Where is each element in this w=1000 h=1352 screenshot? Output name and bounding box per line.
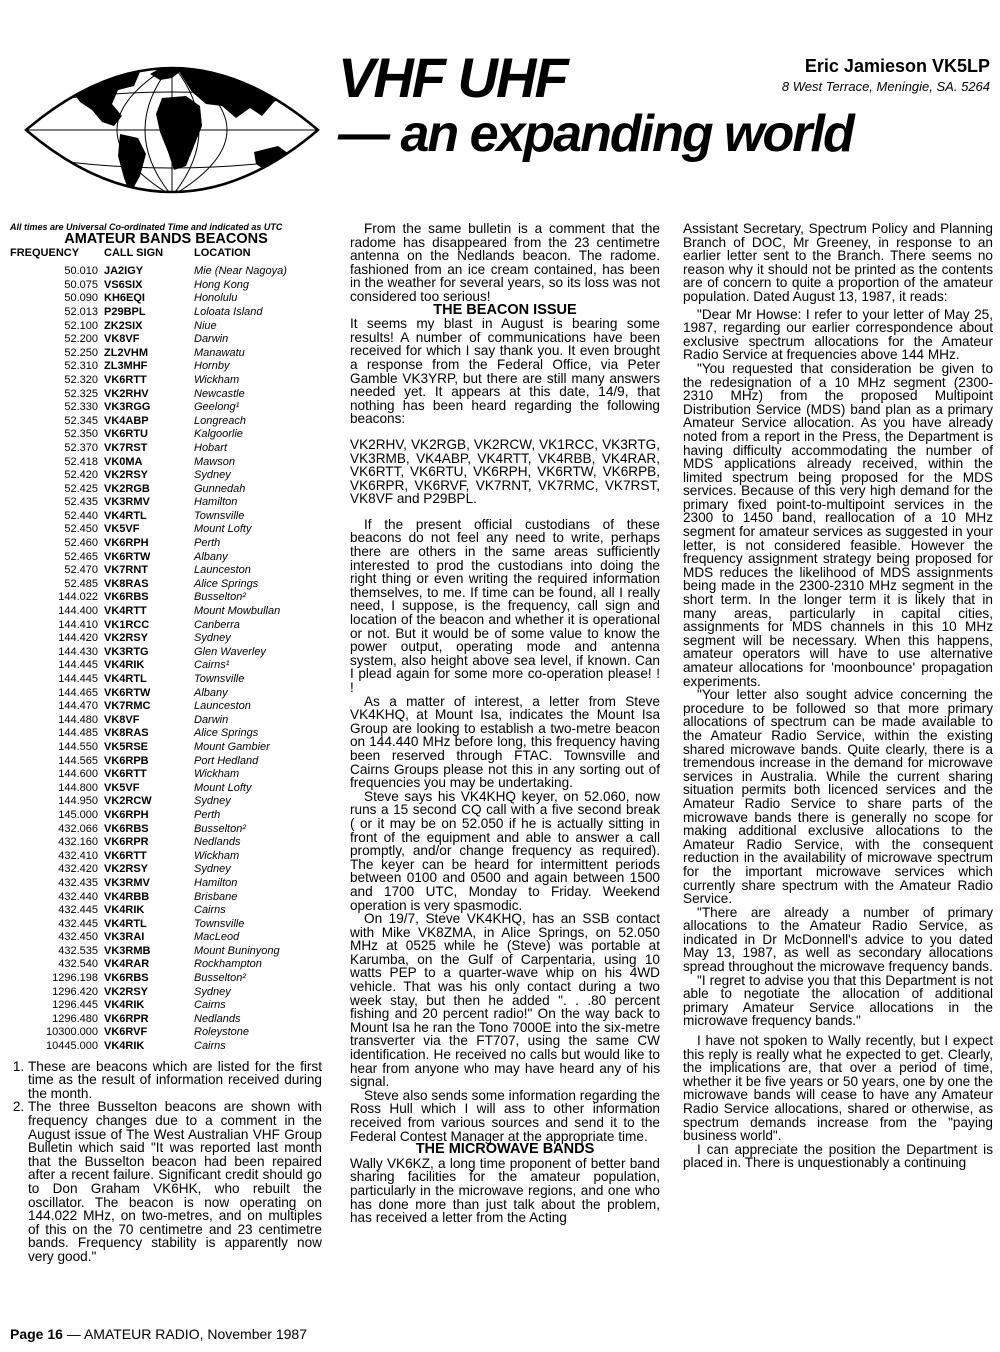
beacon-row <box>10 768 287 782</box>
beacon-call-sign: VK4RIK <box>104 659 145 672</box>
paragraph: As a matter of interest, a letter from Steve VK4KHQ, at Mount Isa, indicates the Mount Isa Group are looking to establish a two-metre beacon on 144.440 MHz before long, this frequency having been reserved through FTAC. Townsville and Cairns Groups please not this in any sorting out of frequencies you may be undertaking. <box>350 693 660 791</box>
beacon-frequency: 145.000 <box>58 808 98 821</box>
beacon-location: Townsville <box>194 673 245 685</box>
letter-paragraph: "Dear Mr Howse: I refer to your letter of May 25, 1987, regarding our earlier correspondence about exclusive spectrum allocations for the Amateur Radio Service at frequencies above 144 MHz. <box>683 306 993 363</box>
beacon-location: Rockhampton <box>194 958 262 971</box>
paragraph: Assistant Secretary, Spectrum Policy and Planning Branch of DOC, Mr Greeney, in response to an earlier letter sent to the Branch. There seems no reason why it should not be printed as the contents are of concern to quite a proportion of the amateur population. Dated August 13, 1987, it reads: <box>683 221 993 304</box>
beacon-location: Perth <box>194 537 221 550</box>
beacon-location: Roleystone <box>194 1026 250 1039</box>
beacon-row <box>10 1013 287 1027</box>
beacon-row <box>10 292 287 306</box>
beacon-frequency: 52.100 <box>64 319 98 332</box>
beacon-frequency: 52.370 <box>64 441 98 454</box>
beacon-frequency: 432.066 <box>58 822 98 835</box>
beacon-location: Darwin <box>194 713 229 726</box>
column-3 <box>683 222 993 1170</box>
footnotes <box>10 1060 322 1264</box>
beacon-location: Sydney <box>194 632 231 645</box>
beacon-frequency: 144.470 <box>58 700 98 713</box>
beacon-call-sign: VK6RVF <box>104 1026 148 1039</box>
beacon-call-sign: VK6RTT <box>104 373 147 386</box>
beacon-row <box>10 1026 287 1040</box>
beacon-frequency: 1296.420 <box>52 985 98 998</box>
beacon-row <box>10 401 287 415</box>
title-line-1: VHF UHF <box>338 46 567 109</box>
author-name: Eric Jamieson VK5LP <box>804 56 990 76</box>
beacon-location: Perth <box>194 808 221 821</box>
heading-beacon-issue: THE BEACON ISSUE <box>433 301 577 318</box>
beacon-location: Hong Kong <box>194 278 250 291</box>
beacon-frequency: 52.435 <box>64 496 98 509</box>
beacon-location: Alice Springs <box>194 727 259 740</box>
author-block <box>782 56 990 94</box>
beacon-row <box>10 265 287 279</box>
title-line-2: — an expanding world <box>338 105 853 163</box>
footnote-2: 2. The three Busselton beacons are shown with frequency changes due to a comment in the August issue of The West Australian VHF Group Bulletin which said "It was reported last month that the Busselton beacon had been repaired after a recent failure. Significant credit should go to Don Graham VK6HK, who rebuilt the oscillator. The beacon is now operating on 144.022 MHz, on two-metres, and on multiples of this on the 70 centimetre and 23 centimetre bands. Frequency stability is apparently now very good." <box>28 1100 322 1263</box>
beacon-call-sign: VK6RPH <box>104 808 149 821</box>
beacon-location: Mount Lofty <box>194 781 252 794</box>
heading-microwave-bands: THE MICROWAVE BANDS <box>415 1141 595 1158</box>
paragraph: It seems my blast in August is bearing some results! A number of communications have been received for which I say thank you. It even brought a response from the Federal Office, via Peter Gamble VK3YRP, but there are still many answers needed yet. It appears at this date, 14/9, that nothing has been heard regarding the following beacons: <box>350 316 660 427</box>
beacon-location: Mie (Near Nagoya) <box>194 265 287 278</box>
beacon-frequency: 432.160 <box>58 836 98 849</box>
beacon-row <box>10 646 287 660</box>
beacon-frequency: 432.410 <box>58 849 98 862</box>
beacon-frequency: 144.485 <box>58 727 98 740</box>
beacon-frequency: 432.540 <box>58 958 98 971</box>
beacon-location: Sydney <box>194 985 231 998</box>
beacon-frequency: 52.465 <box>64 550 98 563</box>
paragraph: I have not spoken to Wally recently, but I expect this reply is really what he expected to get. Clearly, the implications are, that over a period of time, whether it be five years or 50 years, one by one the microwave bands will cease to have any Amateur Radio Service allocations, shared or otherwise, as spectrum demands increase from the "paying business world". <box>683 1033 993 1144</box>
beacon-row <box>10 700 287 714</box>
beacon-call-sign: VK3RAI <box>104 931 145 944</box>
beacon-location: Mount Mowbullan <box>194 605 281 618</box>
beacon-row <box>10 537 287 551</box>
beacon-frequency: 1296.445 <box>52 999 98 1012</box>
beacon-frequency: 432.420 <box>58 863 98 876</box>
beacon-location: Mount Buninyong <box>194 944 280 957</box>
beacon-location: Newcastle <box>194 387 245 400</box>
paragraph: I can appreciate the position the Department is placed in. There is unquestionably a continuing <box>683 1141 993 1171</box>
beacon-call-sign: VK7RST <box>104 441 148 454</box>
beacon-call-sign: P29BPL <box>104 305 146 318</box>
beacon-location: Mawson <box>194 455 235 468</box>
frequency-header: FREQUENCY <box>10 246 80 259</box>
beacon-call-sign: VK5VF <box>104 781 140 794</box>
beacon-row <box>10 442 287 456</box>
beacon-location: Launceston <box>194 700 251 713</box>
beacon-call-sign: ZL3MHF <box>104 360 148 373</box>
beacon-location: Launceston <box>194 564 251 577</box>
utc-note: All times are Universal Co-ordinated Time and indicated as UTC <box>10 222 283 232</box>
beacon-call-sign: VK2RCW <box>104 795 152 808</box>
beacon-call-sign: VK6RTT <box>104 849 147 862</box>
beacon-call-sign: VK1RCC <box>104 618 150 631</box>
beacon-location: Port Hedland <box>194 754 259 767</box>
beacon-location: Cairns <box>194 1040 226 1053</box>
beacon-row <box>10 374 287 388</box>
beacon-row <box>10 782 287 796</box>
beacon-frequency: 432.535 <box>58 944 98 957</box>
beacon-frequency: 432.450 <box>58 931 98 944</box>
beacon-frequency: 144.600 <box>58 768 98 781</box>
beacon-frequency: 52.320 <box>64 373 98 386</box>
beacon-call-sign: VK7RMC <box>104 700 151 713</box>
beacon-call-sign: VK6RTT <box>104 768 147 781</box>
beacon-row <box>10 836 287 850</box>
beacon-frequency: 144.445 <box>58 659 98 672</box>
beacon-location: Mount Lofty <box>194 523 252 536</box>
beacon-row <box>10 388 287 402</box>
beacon-location: Mount Gambier <box>194 740 270 753</box>
beacon-call-sign: VK6RTW <box>104 686 151 699</box>
beacon-row <box>10 727 287 741</box>
beacon-row <box>10 999 287 1013</box>
paragraph: On 19/7, Steve VK4KHQ, has an SSB contact with Mike VK8ZMA, in Alice Springs, on 52.050 MHz at 0525 while he (Steve) was portable at Karumba, on the Gulf of Carpentaria, using 10 watts PEP to a quarter-wave whip on his 4WD vehicle. That was his only contact during a two week stay, but then he added ". . .80 percent fishing and 20 percent radio!" On the way back to Mount Isa he ran the Tono 7000E into the six-metre transverter via the FT707, using the same CW identification. He received no calls but would like to hear from anyone who may have heard any of his signal. <box>350 911 660 1090</box>
beacon-row <box>10 795 287 809</box>
beacon-row <box>10 605 287 619</box>
beacon-frequency: 432.435 <box>58 876 98 889</box>
beacon-frequency: 144.445 <box>58 673 98 685</box>
beacon-location: Geelong¹ <box>194 401 240 414</box>
beacon-location: Glen Waverley <box>194 645 266 658</box>
beacon-frequency: 432.440 <box>58 890 98 903</box>
beacon-call-sign: VK3RMB <box>104 944 151 957</box>
beacon-row <box>10 415 287 429</box>
column-2 <box>350 222 660 1225</box>
beacon-row <box>10 863 287 877</box>
beacon-location: Kalgoorlie <box>194 428 243 441</box>
beacons-table <box>10 247 287 1054</box>
beacon-frequency: 52.470 <box>64 564 98 577</box>
beacon-location: Cairns¹ <box>194 659 230 672</box>
beacon-location: Busselton² <box>194 591 246 604</box>
beacon-row <box>10 483 287 497</box>
beacon-row <box>10 986 287 1000</box>
beacon-call-sign: VK8VF <box>104 713 140 726</box>
location-header: LOCATION <box>194 246 251 259</box>
beacon-frequency: 144.465 <box>58 686 98 699</box>
beacon-call-sign: ZL2VHM <box>104 346 148 359</box>
beacon-call-sign: VK4RIK <box>104 999 145 1012</box>
beacon-location: Cairns <box>194 904 226 917</box>
beacon-location: Darwin <box>194 333 229 346</box>
beacon-location: Hamilton <box>194 876 238 889</box>
beacon-call-sign: VK8VF <box>104 333 140 346</box>
beacon-row <box>10 755 287 769</box>
beacon-row <box>10 673 287 687</box>
beacon-row <box>10 659 287 673</box>
paragraph: Steve also sends some information regarding the Ross Hull which I will ass to other information received from various sources and send it to the Federal Contest Manager at the appropriate time. <box>350 1087 660 1144</box>
beacon-call-sign: VK3RTG <box>104 645 149 658</box>
paragraph: Wally VK6KZ, a long time proponent of better band sharing facilities for the amateur population, particularly in the microwave regions, and one who has done more than just talk about the problem, has received a letter from the Acting <box>350 1155 660 1226</box>
beacon-row <box>10 891 287 905</box>
beacon-call-sign: VK0MA <box>104 455 143 468</box>
beacon-frequency: 10300.000 <box>46 1026 98 1039</box>
beacon-location: Manawatu <box>194 346 245 359</box>
beacon-call-sign: VK8RAS <box>104 577 149 590</box>
beacon-location: Wickham <box>194 849 240 862</box>
beacon-row <box>10 360 287 374</box>
beacon-call-sign: VK6RPB <box>104 754 149 767</box>
beacon-call-sign: VK6RBS <box>104 972 149 985</box>
beacon-call-sign: VK5RSE <box>104 740 149 753</box>
letter-paragraph: "I regret to advise you that this Department is not able to negotiate the allocation of additional primary Amateur Service allocations in the microwave frequency bands." <box>683 972 993 1029</box>
beacon-frequency: 52.013 <box>64 305 98 318</box>
beacon-call-sign: VK2RSY <box>104 985 149 998</box>
beacon-frequency: 1296.198 <box>52 972 98 985</box>
beacon-call-sign: VK4RBB <box>104 890 150 903</box>
beacon-call-sign: VK4RAR <box>104 958 150 971</box>
beacon-frequency: 50.075 <box>64 278 98 291</box>
beacon-call-sign: VK3RMV <box>104 496 150 509</box>
beacon-call-sign: JA2IGY <box>104 265 144 278</box>
beacon-location: Sydney <box>194 795 231 808</box>
publication-info: — AMATEUR RADIO, November 1987 <box>66 1326 307 1342</box>
beacon-call-sign: VK6RPR <box>104 836 149 849</box>
beacon-call-sign: VK6RPR <box>104 1012 149 1025</box>
beacon-row <box>10 619 287 633</box>
beacon-location: Longreach <box>194 414 246 427</box>
world-globe-logo <box>22 44 322 216</box>
beacon-frequency: 52.460 <box>64 537 98 550</box>
beacon-call-sign: VK3RMV <box>104 876 150 889</box>
beacon-row <box>10 714 287 728</box>
beacon-row <box>10 333 287 347</box>
beacon-call-sign: VK2RSY <box>104 632 149 645</box>
beacon-frequency: 52.425 <box>64 482 98 495</box>
beacon-row <box>10 306 287 320</box>
beacon-location: Gunnedah <box>194 482 246 495</box>
beacon-frequency: 50.090 <box>64 292 98 305</box>
beacon-frequency: 52.345 <box>64 414 98 427</box>
beacon-call-sign: VK2RGB <box>104 482 150 495</box>
beacon-row <box>10 578 287 592</box>
beacon-frequency: 144.950 <box>58 795 98 808</box>
beacon-call-sign: ZK2SIX <box>104 319 143 332</box>
beacon-frequency: 144.480 <box>58 713 98 726</box>
beacon-frequency: 144.430 <box>58 645 98 658</box>
beacon-frequency: 144.550 <box>58 740 98 753</box>
beacon-call-sign: VK6RBS <box>104 591 149 604</box>
beacon-row <box>10 958 287 972</box>
beacon-location: Townsville <box>194 509 245 522</box>
beacon-call-sign: VK2RHV <box>104 387 149 400</box>
call-sign-header: CALL SIGN <box>104 246 164 259</box>
beacon-frequency: 52.440 <box>64 509 98 522</box>
beacon-call-sign: VK4RTL <box>104 917 147 930</box>
beacon-location: Wickham <box>194 373 240 386</box>
beacon-row <box>10 850 287 864</box>
beacon-row <box>10 591 287 605</box>
beacon-location: Sydney <box>194 469 231 482</box>
beacon-call-sign: VK4RIK <box>104 904 145 917</box>
beacon-row <box>10 510 287 524</box>
beacon-location: Townsville <box>194 917 245 930</box>
beacon-row <box>10 931 287 945</box>
beacon-row <box>10 428 287 442</box>
beacon-location: Cairns <box>194 999 226 1012</box>
beacon-call-sign: VK6RTU <box>104 428 149 441</box>
beacons-body <box>10 265 287 1053</box>
beacon-call-sign: VK4RIK <box>104 1040 145 1053</box>
beacon-location: Hornby <box>194 360 230 373</box>
letter-paragraph: "Your letter also sought advice concerning the procedure to be followed so that more primary allocations of spectrum can be made available to the Amateur Radio Service, within the existing shared microwave bands. Quite clearly, there is a tremendous increase in the demand for microwave services in Australia. While the current sharing situation permits both licenced services and the Amateur Radio Service to share parts of the microwave bands there is generally no scope for making additional exclusive allocations to the Amateur Radio Service, with the consequent reduction in the availability of microwave spectrum for the important microwave services which currently share spectrum with the Amateur Radio Service. <box>683 687 993 907</box>
beacon-call-sign: VK2RSY <box>104 863 149 876</box>
beacon-row <box>10 823 287 837</box>
beacon-location: Alice Springs <box>194 577 259 590</box>
beacon-call-list: VK2RHV, VK2RGB, VK2RCW, VK1RCC, VK3RTG, VK3RMB, VK4ABP, VK4RTT, VK4RBB, VK4RAR, VK6RTT, VK6RTU, VK6RPH, VK6RTW, VK6RPB, VK6RPR, VK6RVF, VK7RNT, VK7RMC, VK7RST, VK8VF and P29BPL. <box>350 436 660 507</box>
beacon-row <box>10 496 287 510</box>
beacon-row <box>10 456 287 470</box>
beacon-row <box>10 904 287 918</box>
beacon-row <box>10 1040 287 1054</box>
beacon-row <box>10 279 287 293</box>
beacon-frequency: 144.565 <box>58 754 98 767</box>
beacon-frequency: 144.420 <box>58 632 98 645</box>
beacons-heading: AMATEUR BANDS BEACONS <box>64 231 268 247</box>
beacon-call-sign: VK6RTW <box>104 550 151 563</box>
footnote-1: 1. These are beacons which are listed for the first time as the result of information received during the month. <box>28 1060 322 1101</box>
beacon-row <box>10 809 287 823</box>
beacon-call-sign: VK5VF <box>104 523 140 536</box>
beacon-row <box>10 320 287 334</box>
beacon-call-sign: VK4RTT <box>104 605 147 618</box>
beacon-frequency: 50.010 <box>64 265 98 278</box>
page-footer <box>10 1326 307 1342</box>
beacon-frequency: 52.250 <box>64 346 98 359</box>
beacon-location: Niue <box>194 319 217 332</box>
letter-paragraph: "You requested that consideration be given to the redesignation of a 10 MHz segment (2300-2310 MHz) from the proposed Multipoint Distribution Service (MDS) band plan as a primary Amateur Service allocation. As you have already noted from a report in the Press, the Department is having difficulty accommodating the number of MDS applications already received, within the limited spectrum being proposed for the MDS services. Because of this very high demand for the primary fixed point-to-multipoint services in the 2300 to 1450 band, reallocation of a 10 MHz segment for amateur services as suggested in your letter, is not considered feasible. However the frequency assignment strategy being proposed for MDS reduces the likelihood of MDS assignments being made in the 2300-2310 MHz segment in the short term. In the longer term it is likely that in many areas, particularly in capital cities, assignments for MDS channels in this 10 MHz segment will be necessary. When this happens, amateur operators will have to use alternative amateur allocations for 'moonbounce' propagation experiments. <box>683 360 993 689</box>
beacon-frequency: 52.200 <box>64 333 98 346</box>
beacon-frequency: 432.445 <box>58 917 98 930</box>
beacon-frequency: 10445.000 <box>46 1040 98 1053</box>
beacon-frequency: 144.410 <box>58 618 98 631</box>
beacon-frequency: 144.400 <box>58 605 98 618</box>
beacon-call-sign: VK8RAS <box>104 727 149 740</box>
beacon-location: Hamilton <box>194 496 238 509</box>
beacon-location: Honolulu <box>194 292 238 305</box>
beacon-call-sign: VK4RTL <box>104 673 147 685</box>
beacon-location: Loloata Island <box>194 305 263 318</box>
beacon-frequency: 52.310 <box>64 360 98 373</box>
beacon-location: Hobart <box>194 441 228 454</box>
beacon-frequency: 52.325 <box>64 387 98 400</box>
beacon-location: Brisbane <box>194 890 238 903</box>
beacon-location: Albany <box>194 550 228 563</box>
beacon-frequency: 52.350 <box>64 428 98 441</box>
beacon-location: MacLeod <box>194 931 240 944</box>
beacon-row <box>10 347 287 361</box>
beacon-row <box>10 741 287 755</box>
beacon-row <box>10 523 287 537</box>
beacon-call-sign: VK4RTL <box>104 509 147 522</box>
beacon-row <box>10 687 287 701</box>
beacon-frequency: 52.450 <box>64 523 98 536</box>
paragraph: If the present official custodians of these beacons do not feel any need to write, perhaps there are others in the same areas sufficiently interested to prod the custodians into doing the right thing or even writing the required information themselves, to me. If time can be found, all I really need, I suppose, is the frequency, call sign and location of the beacon and whether it is operational or not. But it would be of some value to know the power output, operating mode and antenna system, also height above sea level, if known. Can I plead again for some more co-operation please! ! ! <box>350 516 660 695</box>
beacon-location: Albany <box>194 686 228 699</box>
beacon-call-sign: VK6RPH <box>104 537 149 550</box>
beacon-frequency: 52.330 <box>64 401 98 414</box>
beacon-frequency: 144.022 <box>58 591 98 604</box>
author-address: 8 West Terrace, Meningie, SA. 5264 <box>781 79 990 94</box>
beacon-location: Sydney <box>194 863 231 876</box>
beacon-location: Busselton² <box>194 822 246 835</box>
beacon-call-sign: VK6RBS <box>104 822 149 835</box>
beacon-row <box>10 918 287 932</box>
beacon-location: Canberra <box>194 618 240 631</box>
page-number: Page 16 <box>10 1326 63 1342</box>
beacon-location: Nedlands <box>194 1012 241 1025</box>
beacon-row <box>10 632 287 646</box>
beacon-frequency: 52.418 <box>64 455 98 468</box>
beacon-location: Wickham <box>194 768 240 781</box>
beacon-call-sign: VK4ABP <box>104 414 149 427</box>
beacon-call-sign: VK7RNT <box>104 564 149 577</box>
beacon-frequency: 1296.480 <box>52 1012 98 1025</box>
beacon-frequency: 52.485 <box>64 577 98 590</box>
letter-paragraph: "There are already a number of primary allocations to the Amateur Radio Service, as indicated in Dr McDonnell's advice to you dated May 13, 1987, as well as secondary allocations spread throughout the microwave frequency bands. <box>683 904 993 975</box>
beacon-row <box>10 877 287 891</box>
beacon-frequency: 432.445 <box>58 904 98 917</box>
beacon-row <box>10 469 287 483</box>
beacon-call-sign: VK3RGG <box>104 401 151 414</box>
column-1 <box>10 222 322 1264</box>
beacon-call-sign: VS6SIX <box>104 278 143 291</box>
beacon-frequency: 52.420 <box>64 469 98 482</box>
beacon-call-sign: VK2RSY <box>104 469 149 482</box>
paragraph: From the same bulletin is a comment that the radome has disappeared from the 23 centimetre antenna on the Nedlands beacon. The radome. fashioned from an ice cream contained, has been in the weather for several years, so its loss was not considered too serious! <box>350 221 660 304</box>
beacon-call-sign: KH6EQI <box>104 292 145 305</box>
beacon-location: Nedlands <box>194 836 241 849</box>
beacons-header-row <box>10 247 287 266</box>
beacon-location: Busselton² <box>194 972 246 985</box>
beacon-row <box>10 564 287 578</box>
beacon-frequency: 144.800 <box>58 781 98 794</box>
beacon-row <box>10 945 287 959</box>
beacon-row <box>10 551 287 565</box>
paragraph: Steve says his VK4KHQ keyer, on 52.060, now runs a 15 second CQ call with a five second break ( or it may be on 52.050 if he is actually sitting in front of the equipment and able to answer a call promptly, and/or change frequency as required). The keyer can be heard for intermittent periods between 0100 and 0500 and again between 1500 and 1700 UTC, Monday to Friday. Weekend operation is very spasmodic. <box>350 788 660 913</box>
beacon-row <box>10 972 287 986</box>
